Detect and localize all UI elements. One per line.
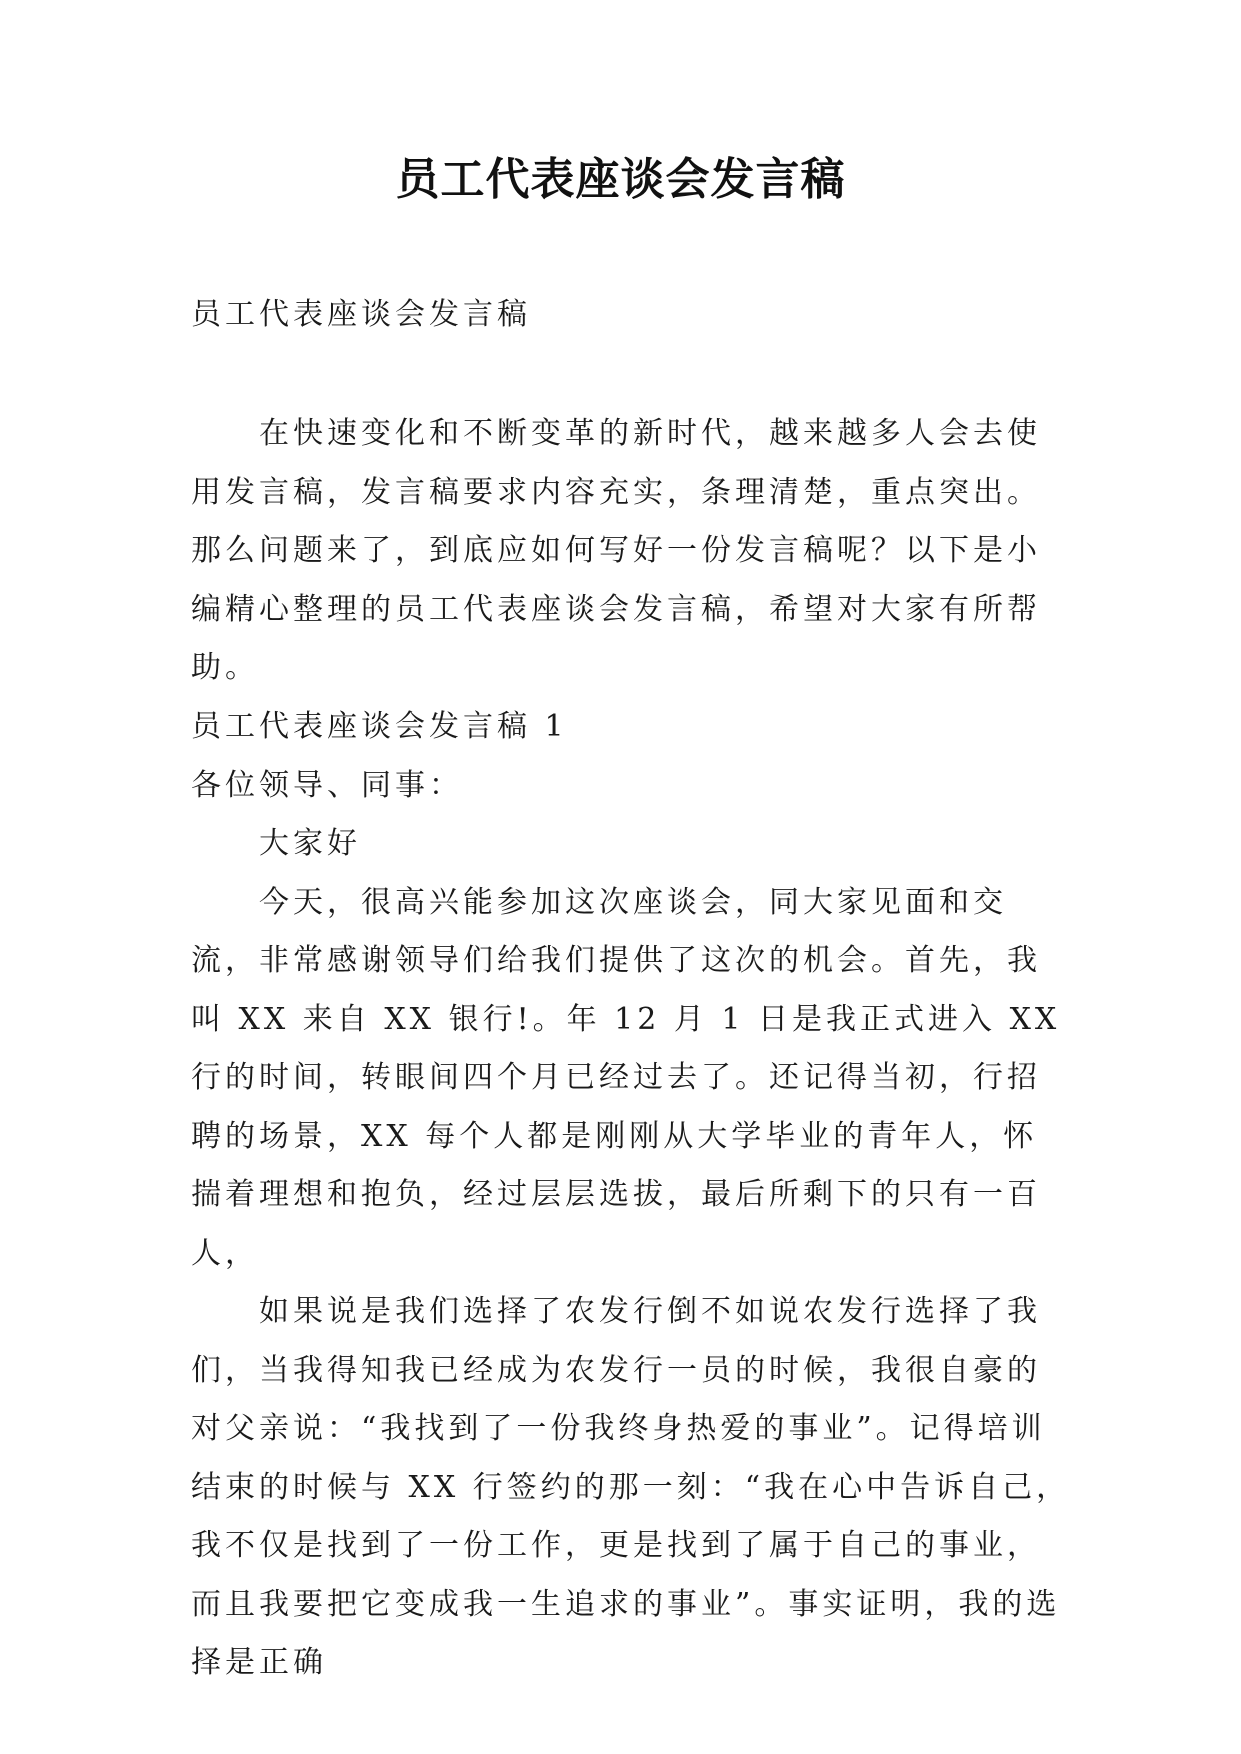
- section-heading: 员工代表座谈会发言稿 1: [191, 709, 568, 744]
- body-paragraph-2: 如果说是我们选择了农发行倒不如说农发行选择了我们，当我得知我已经成为农发行一员的时候，我很自豪的对父亲说：“我找到了一份我终身热爱的事业”。记得培训结束的时候与 XX 行签约的那一刻：“我在心中告诉自己，我不仅是找到了一份工作，更是找到了属于自己的事业，而且我要把它变成我一生追求的事业”。事实证明，我的选择是正确: [191, 1294, 1071, 1680]
- intro-paragraph: 在快速变化和不断变革的新时代，越来越多人会去使用发言稿，发言稿要求内容充实，条理清楚，重点突出。那么问题来了，到底应如何写好一份发言稿呢？以下是小编精心整理的员工代表座谈会发言稿，希望对大家有所帮助。: [191, 416, 1041, 685]
- document-title: 员工代表座谈会发言稿: [395, 154, 846, 205]
- greeting: 大家好: [259, 826, 361, 861]
- salutation: 各位领导、同事：: [191, 767, 463, 803]
- speech-section-1: [191, 698, 1071, 1693]
- document-subtitle: 员工代表座谈会发言稿: [191, 297, 531, 332]
- body-paragraph-1: 今天，很高兴能参加这次座谈会，同大家见面和交流，非常感谢领导们给我们提供了这次的机会。首先，我叫 XX 来自 XX 银行!。年 12 月 1 日是我正式进入 XX 行的时间，转眼间四个月已经过去了。还记得当初，行招聘的场景，XX 每个人都是刚刚从大学毕业的青年人，怀揣着理想和抱负，经过层层选拔，最后所剩下的只有一百人，: [191, 884, 1061, 1271]
